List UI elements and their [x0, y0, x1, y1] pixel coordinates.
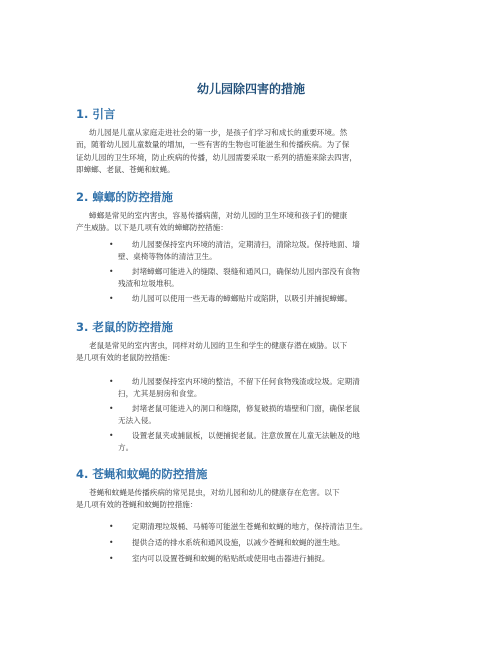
- list-item: • 定期清理垃圾桶、马桶等可能滋生苍蝇和蚊蝇的地方，保持清洁卫生。: [132, 521, 367, 533]
- fly-paragraph: [76, 487, 340, 512]
- list-item: • 设置老鼠夹或捕鼠板，以便捕捉老鼠。注意放置在儿童无法触及的地 方。: [109, 430, 360, 453]
- paragraph-line: 苍蝇和蚊蝇是传播疾病的常见昆虫，对幼儿园和幼儿的健康存在危害。以下: [89, 488, 340, 497]
- rat-measures-list: [109, 376, 360, 456]
- bullet-icon: •: [109, 430, 114, 440]
- paragraph-line: 即蟑螂、老鼠、苍蝇和蚊蝇。: [76, 165, 175, 175]
- cockroach-measures-list: [109, 239, 360, 307]
- section-heading-fly: 4. 苍蝇和蚊蝇的防控措施: [76, 467, 208, 481]
- cockroach-paragraph: [76, 210, 347, 235]
- bullet-icon: •: [109, 266, 114, 276]
- paragraph-line: 老鼠是常见的室内害虫，同样对幼儿园的卫生和学生的健康存潜在威胁。以下: [89, 341, 348, 350]
- bullet-icon: •: [109, 240, 114, 249]
- paragraph-line: 而，随着幼儿园儿童数量的增加，一些有害的生物也可能滋生和传播疾病。为了保: [76, 140, 350, 150]
- list-item: • 室内可以设置苍蝇和蚊蝇的粘贴纸或使用电击器进行捕捉。: [132, 553, 367, 565]
- fly-measures-list: [109, 521, 368, 567]
- paragraph-line: 是几项有效的老鼠防控措施：: [76, 353, 175, 363]
- paragraph-line: 产生威胁。以下是几项有效的蟑螂防控措施：: [76, 223, 228, 233]
- list-item: • 封堵蟑螂可能进入的缝隙、裂缝和通风口，确保幼儿园内部没有食物 残渣和垃圾堆积。: [109, 266, 360, 289]
- section-heading-rat: 3. 老鼠的防控措施: [76, 320, 173, 334]
- section-heading-cockroach: 2. 蟑螂的防控措施: [76, 190, 173, 204]
- bullet-icon: •: [109, 293, 114, 303]
- paragraph-line: 是几项有效的苍蝇和蚊蝇防控措施：: [76, 500, 198, 510]
- paragraph-line: 幼儿园是儿童从家庭走进社会的第一步，是孩子们学习和成长的重要环境。然: [89, 128, 348, 137]
- bullet-icon: •: [109, 522, 114, 531]
- bullet-icon: •: [109, 537, 114, 547]
- list-item: • 幼儿园可以使用一些无毒的蟑螂贴片或陷阱，以吸引并捕捉蟑螂。: [132, 293, 360, 305]
- bullet-icon: •: [109, 553, 114, 563]
- paragraph-line: 证幼儿园的卫生环境，防止疾病的传播，幼儿园需要采取一系列的措施来除去四害，: [76, 152, 357, 162]
- list-item: • 封堵老鼠可能进入的洞口和缝隙，修复破损的墙壁和门窗，确保老鼠 无法入侵。: [109, 403, 360, 426]
- list-item: • 幼儿园要保持室内环境的清洁，定期清扫，清除垃圾。保持地面、墙 壁、桌椅等物体的清洁卫生。: [109, 240, 360, 262]
- bullet-icon: •: [109, 377, 114, 386]
- paragraph-line: 蟑螂是常见的室内害虫，容易传播病菌，对幼儿园的卫生环境和孩子们的健康: [89, 211, 348, 220]
- page-title: 幼儿园除四害的措施: [196, 82, 305, 96]
- intro-paragraph: [76, 127, 357, 177]
- rat-paragraph: [76, 340, 347, 365]
- section-heading-intro: 1. 引言: [76, 107, 116, 121]
- list-item: • 提供合适的排水系统和通风设施，以减少苍蝇和蚊蝇的滋生地。: [132, 537, 367, 549]
- list-item: • 幼儿园要保持室内环境的整洁，不留下任何食物残渣或垃圾。定期清 扫，尤其是厨房和食堂。: [109, 377, 360, 399]
- bullet-icon: •: [109, 403, 114, 413]
